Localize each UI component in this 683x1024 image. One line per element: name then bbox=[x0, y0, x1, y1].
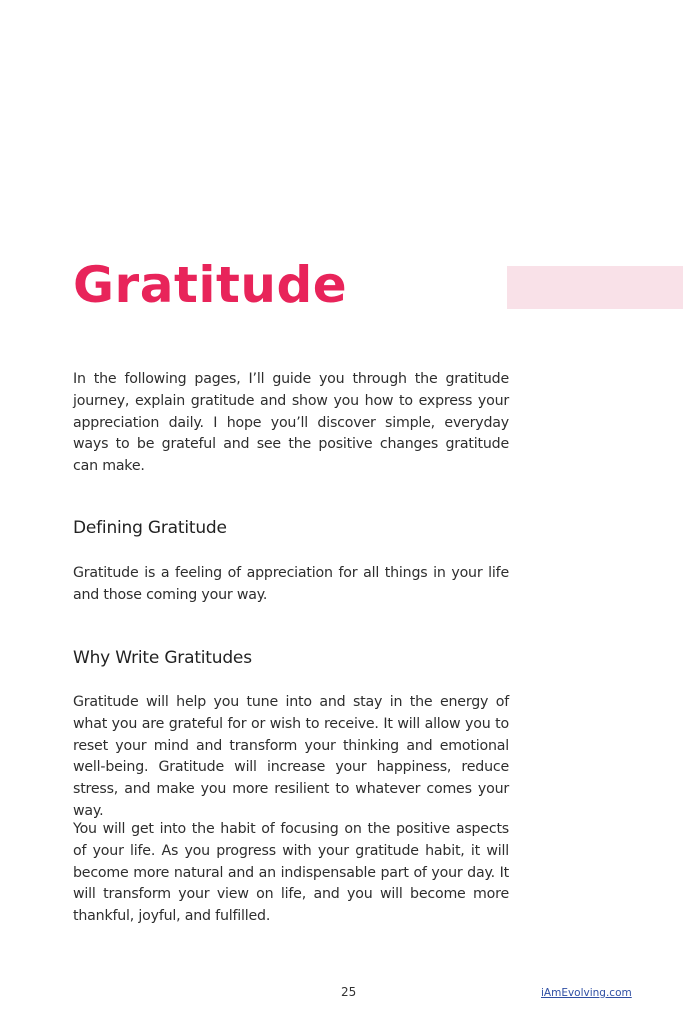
intro-paragraph: In the following pages, I’ll guide you through the gratitude journey, explain gratitude and show you how to express your appreciation daily. I hope you’ll discover simple, everyday ways to be grateful and see the positive changes gratitude can make. bbox=[73, 371, 509, 475]
defining-gratitude-paragraph: Gratitude is a feeling of appreciation for all things in your life and those coming your way. bbox=[73, 565, 509, 603]
page-title: Gratitude bbox=[73, 256, 348, 314]
section-heading-why-write-gratitudes: Why Write Gratitudes bbox=[73, 648, 252, 668]
why-write-paragraph-1: Gratitude will help you tune into and stay in the energy of what you are grateful for or wish to receive. It will allow you to reset your mind and transform your thinking and emotional well-being. Gratitude will increase your happiness, reduce stress, and make you more resilient to whatever comes your way. bbox=[73, 694, 509, 819]
accent-bar bbox=[507, 266, 683, 309]
section-heading-defining-gratitude: Defining Gratitude bbox=[73, 518, 227, 538]
why-write-paragraph-2: You will get into the habit of focusing on the positive aspects of your life. As you progress with your gratitude habit, it will become more natural and an indispensable part of your day. It will transform your view on life, and you will become more thankful, joyful, and fulfilled. bbox=[73, 821, 509, 925]
site-link[interactable]: iAmEvolving.com bbox=[541, 987, 632, 999]
page-number: 25 bbox=[341, 985, 357, 999]
